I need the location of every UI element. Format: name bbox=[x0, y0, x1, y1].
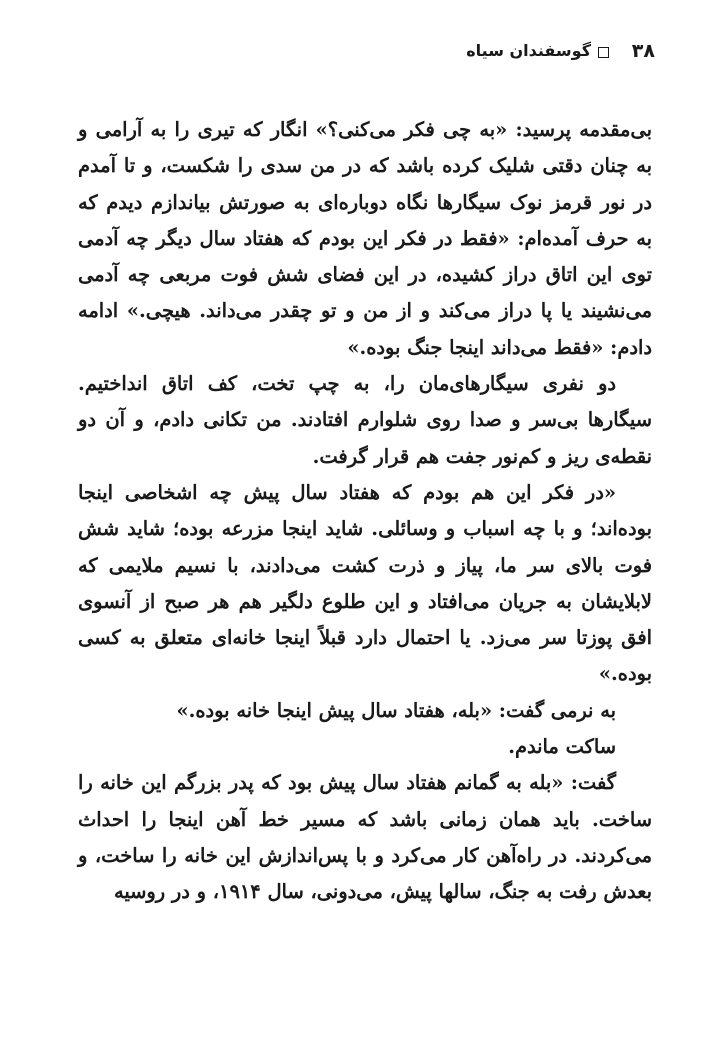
page-body bbox=[78, 112, 652, 911]
square-separator-icon bbox=[598, 47, 609, 58]
page-number: ۳۸ bbox=[631, 40, 655, 62]
paragraph-1: بی‌مقدمه پرسید: «به چی فکر می‌کنی؟» انگار که تیری را به آرامی و به چنان دقتی شلیک کرده باشد که در من سدی را شکست، و تا آمدم در نور قرمز نوک سیگارها نگاه دوباره‌ای به صورتش بیاندازم دیدم که به حرف آمده‌ام: «فقط در فکر این بودم که هفتاد سال دیگر چه آدمی توی این اتاق دراز کشیده، در این فضای شش فوت مربعی چه آدمی می‌نشیند یا پا دراز می‌کند و از من و تو چقدر می‌داند. هیچی.» ادامه دادم: «فقط می‌داند اینجا جنگ بوده.» bbox=[78, 118, 652, 359]
paragraph-2: دو نفری سیگارهای‌مان را، به چپ تخت، کف اتاق انداختیم. سیگارها بی‌سر و صدا روی شلوارم افتادند. من تکانی دادم، و آن دو نقطه‌ی ریز و کم‌نور جفت هم قرار گرفت. bbox=[78, 372, 652, 468]
running-book-title: گوسفندان سیاه bbox=[466, 41, 591, 60]
page-header bbox=[70, 38, 655, 70]
paragraph-4: به نرمی گفت: «بله، هفتاد سال پیش اینجا خانه بوده.» bbox=[176, 698, 616, 722]
paragraph-6: گفت: «بله به گمانم هفتاد سال پیش بود که پدر بزرگم این خانه را ساخت. باید همان زمانی باشد که مسیر خط آهن اینجا را احداث می‌کردند. در راه‌آهن کار می‌کرد و با پس‌اندازش این خانه را ساخت، و بعدش رفت به جنگ، سالها پیش، می‌دونی، سال ۱۹۱۴، و در روسیه bbox=[78, 771, 652, 904]
paragraph-5: ساکت ماندم. bbox=[508, 735, 616, 759]
paragraph-3: «در فکر این هم بودم که هفتاد سال پیش چه اشخاصی اینجا بوده‌اند؛ و با چه اسباب و وسائلی. شاید اینجا مزرعه بوده؛ شاید شش فوت بالای سر ما، پیاز و ذرت کشت می‌دادند، با نسیم ملایمی که لابلایشان به جریان می‌افتاد و این طلوع دلگیر هم هر صبح از آنسوی افق پوزتا سر می‌زد. یا احتمال دارد قبلاً اینجا خانه‌ای متعلق به کسی بوده.» bbox=[78, 480, 652, 686]
